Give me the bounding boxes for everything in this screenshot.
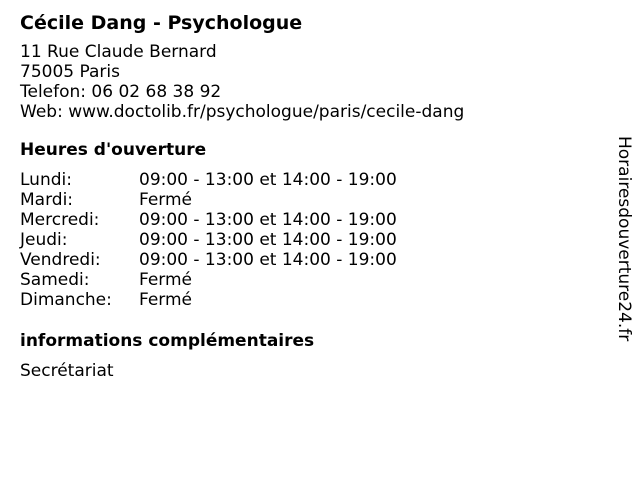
business-card (20, 10, 590, 381)
hours-row (20, 250, 590, 270)
hours-value: 09:00 - 13:00 et 14:00 - 19:00 (139, 210, 397, 230)
day-label: Mardi: (20, 190, 74, 210)
day-label: Samedi: (20, 270, 90, 290)
hours-value: 09:00 - 13:00 et 14:00 - 19:00 (139, 250, 397, 270)
site-brand-vertical-text: Horairesdouverture24.fr (614, 136, 634, 342)
hours-row (20, 170, 590, 190)
phone-number: Telefon: 06 02 68 38 92 (20, 82, 222, 102)
day-label: Vendredi: (20, 250, 101, 270)
hours-row (20, 290, 590, 310)
hours-row (20, 270, 590, 290)
website-link[interactable]: Web: www.doctolib.fr/psychologue/paris/cecile-dang (20, 102, 465, 122)
address-block (20, 42, 590, 122)
hours-row (20, 210, 590, 230)
hours-value: Fermé (139, 290, 193, 310)
hours-row (20, 190, 590, 210)
hours-value: Fermé (139, 270, 193, 290)
additional-info-heading: informations complémentaires (20, 331, 315, 351)
additional-info-text: Secrétariat (20, 361, 114, 381)
day-label: Lundi: (20, 170, 72, 190)
hours-row (20, 230, 590, 250)
day-label: Dimanche: (20, 290, 112, 310)
hours-value: Fermé (139, 190, 193, 210)
city-address: 75005 Paris (20, 62, 120, 82)
page-title: Cécile Dang - Psychologue (20, 12, 303, 34)
hours-value: 09:00 - 13:00 et 14:00 - 19:00 (139, 170, 397, 190)
opening-hours-heading: Heures d'ouverture (20, 140, 207, 160)
day-label: Mercredi: (20, 210, 100, 230)
street-address: 11 Rue Claude Bernard (20, 42, 217, 62)
opening-hours-list (20, 170, 590, 310)
day-label: Jeudi: (20, 230, 68, 250)
hours-value: 09:00 - 13:00 et 14:00 - 19:00 (139, 230, 397, 250)
